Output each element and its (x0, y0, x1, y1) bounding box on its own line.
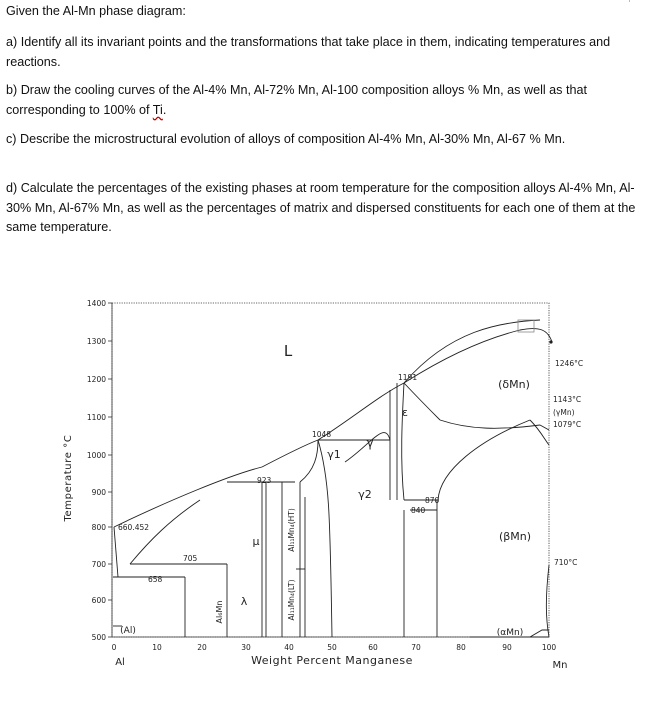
x-tick-90: 90 (502, 643, 512, 652)
phase-mu: μ (252, 535, 260, 548)
right-element-label: Mn (552, 660, 568, 671)
temp-710: 710°C (554, 558, 578, 567)
x-tick-70: 70 (411, 643, 421, 652)
phase-al11mn4-ht: Al₁₁Mn₄(HT) (287, 508, 296, 552)
y-tick-1000: 1000 (86, 451, 106, 460)
question-part-c: c) Describe the microstructural evolution of alloys of composition Al-4% Mn, Al-30% Mn, Al-67 % Mn. (6, 132, 566, 146)
y-tick-marks (108, 303, 112, 637)
y-tick-500: 500 (91, 633, 106, 642)
question-part-b-text: b) Draw the cooling curves of the Al-4% Mn, Al-72% Mn, Al-100 composition alloys % Mn, as well as that corresponding to 100% of (6, 83, 587, 117)
temp-658: 658 (148, 575, 163, 584)
temp-1079: 1079°C (553, 420, 582, 429)
phase-liquid: L (283, 342, 293, 360)
y-tick-700: 700 (91, 560, 106, 569)
phase-boundaries (113, 320, 552, 637)
phase-alpha-mn: (αMn) (496, 628, 524, 638)
y-tick-900: 900 (91, 488, 106, 497)
phase-gamma-mn: (γMn) (553, 408, 575, 417)
phase-al: (Al) (120, 626, 136, 636)
temp-1246: 1246°C (555, 359, 584, 368)
diagram-frame (112, 303, 549, 637)
temperature-labels (118, 359, 583, 584)
x-tick-40: 40 (284, 643, 294, 652)
question-part-b-end: . (162, 102, 167, 117)
x-tick-80: 80 (456, 643, 466, 652)
question-part-b-ti: Ti (152, 102, 163, 117)
x-tick-labels (112, 643, 557, 652)
phase-lambda: λ (240, 595, 248, 608)
phase-epsilon: ε (402, 406, 408, 419)
temp-840: 840 (411, 506, 426, 515)
y-tick-1400: 1400 (86, 299, 106, 308)
y-tick-600: 600 (91, 596, 106, 605)
y-axis-label: Temperature °C (63, 434, 74, 522)
question-title: Given the Al-Mn phase diagram: (6, 4, 186, 18)
x-tick-60: 60 (368, 643, 378, 652)
x-axis-label: Weight Percent Manganese (251, 654, 413, 667)
x-tick-20: 20 (197, 643, 207, 652)
phase-gamma1: γ1 (327, 448, 341, 461)
temp-870: 870 (425, 496, 440, 505)
y-tick-800: 800 (91, 523, 106, 532)
phase-gamma: γ (366, 436, 374, 450)
temp-1191: 1191 (398, 373, 418, 382)
phase-al6mn: Al₆Mn (215, 600, 224, 624)
phase-gamma2: γ2 (358, 488, 372, 501)
temp-1048: 1048 (312, 430, 332, 439)
x-tick-100: 100 (541, 643, 557, 652)
x-tick-10: 10 (152, 643, 162, 652)
temp-923: 923 (257, 476, 272, 485)
y-tick-1100: 1100 (86, 413, 106, 422)
y-tick-labels (87, 299, 106, 642)
phase-beta-mn: (βMn) (498, 530, 532, 543)
temp-1143: 1143°C (553, 395, 582, 404)
phase-delta-mn: (δMn) (498, 378, 530, 391)
question-part-a: a) Identify all its invariant points and the transformations that take place in them, indicating temperatures and reactions. (6, 35, 611, 69)
y-tick-1300: 1300 (86, 337, 106, 346)
diagram-dot (549, 340, 552, 343)
phase-al11mn4-lt: Al₁₁Mn₄(LT) (287, 579, 296, 621)
question-part-d: d) Calculate the percentages of the existing phases at room temperature for the composition alloys Al-4% Mn, Al-30% Mn, Al-67% Mn, as well as the percentages of matrix and dispersed constituents for each one of them at the same temperature. (6, 181, 636, 235)
temp-660: 660.452 (118, 523, 150, 532)
x-tick-30: 30 (241, 643, 251, 652)
y-tick-1200: 1200 (86, 375, 106, 384)
temp-705: 705 (183, 554, 198, 563)
x-tick-0: 0 (111, 643, 117, 652)
phase-labels (120, 342, 574, 638)
left-element-label: Al (115, 657, 125, 668)
x-tick-50: 50 (327, 643, 337, 652)
